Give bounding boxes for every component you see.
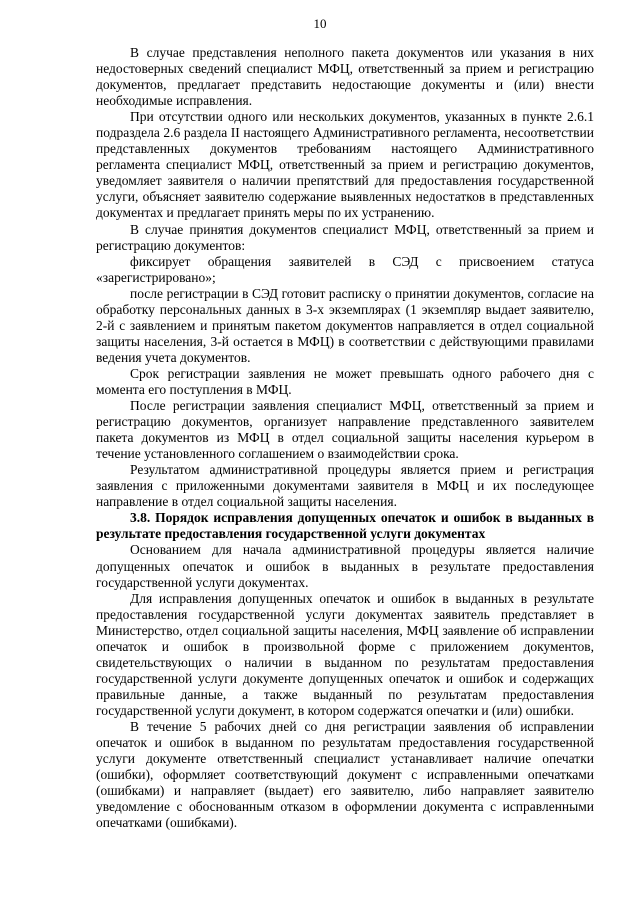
paragraph-incomplete-package: В случае представления неполного пакета документов или указания в них недостоверных сведений специалист МФЦ, ответственный за прием и регистрацию документов, предлагает представить недостающие документы и (или) внести необходимые исправления.: [96, 45, 594, 109]
paragraph-registration-sed: фиксирует обращения заявителей в СЭД с присвоением статуса «зарегистрировано»;: [96, 253, 594, 285]
paragraph-procedure-result: Результатом административной процедуры является прием и регистрация заявления с приложенными документами заявителя в МФЦ и их последующее направление в отдел социальной защиты населения.: [96, 462, 594, 510]
paragraph-missing-documents: При отсутствии одного или нескольких документов, указанных в пункте 2.6.1 подраздела 2.6 раздела II настоящего Административного регламента, несоответствии представленных документов требованиям настоящего Административного регламента специалист МФЦ, ответственный за прием и регистрацию документов, уведомляет заявителя о наличии препятствий для предоставления государственной услуги, объясняет заявителю содержание выявленных недостатков в представленных документах и предлагает принять меры по их устранению.: [96, 109, 594, 221]
page-number: 10: [313, 16, 327, 31]
paragraph-correction-deadline: В течение 5 рабочих дней со дня регистрации заявления об исправлении опечаток и ошибок в выданном по результатам предоставления государственной услуги документе ответственный специалист устанавливает наличие опечатки (ошибки), оформляет соответствующий документ с исправленными опечатками (ошибками) и направляет (выдает) его заявителю, либо направляет заявителю уведомление с обоснованным отказом в оформлении документа с исправленными опечатками (ошибками).: [96, 718, 594, 831]
paragraph-courier-delivery: После регистрации заявления специалист МФЦ, ответственный за прием и регистрацию документов, организует направление представленного заявителем пакета документов из МФЦ в отдел социальной защиты населения курьером в течение установленного соглашением о взаимодействии срока.: [96, 398, 594, 462]
paragraph-receipt: после регистрации в СЭД готовит расписку о принятии документов, согласие на обработку персональных данных в 3-х экземплярах (1 экземпляр выдает заявителю, 2-й с заявлением и принятым пакетом документов направляется в отдел социальной защиты населения, 3-й остается в МФЦ) в соответствии с действующими правилами ведения учета документов.: [96, 285, 594, 365]
paragraph-registration-deadline: Срок регистрации заявления не может превышать одного рабочего дня с момента его поступления в МФЦ.: [96, 365, 594, 397]
section-heading-3-8: 3.8. Порядок исправления допущенных опечаток и ошибок в выданных в результате предоставления государственной услуги документах: [96, 510, 594, 542]
paragraph-accepting-documents: В случае принятия документов специалист МФЦ, ответственный за прием и регистрацию документов:: [96, 221, 594, 253]
document-body: [96, 45, 594, 831]
paragraph-correction-request: Для исправления допущенных опечаток и ошибок в выданных в результате предоставления государственной услуги документах заявитель представляет в Министерство, отдел социальной защиты населения, МФЦ заявление об исправлении опечаток и ошибок в произвольной форме с приложением документов, свидетельствующих о наличии в выданном по результатам предоставления государственной услуги документе допущенных опечаток и ошибок и содержащих правильные данные, а также выданный по результатам предоставления государственной услуги документ, в котором содержатся опечатки и (или) ошибки.: [96, 590, 594, 718]
paragraph-procedure-basis: Основанием для начала административной процедуры является наличие допущенных опечаток и ошибок в выданных в результате предоставления государственной услуги документах.: [96, 542, 594, 590]
